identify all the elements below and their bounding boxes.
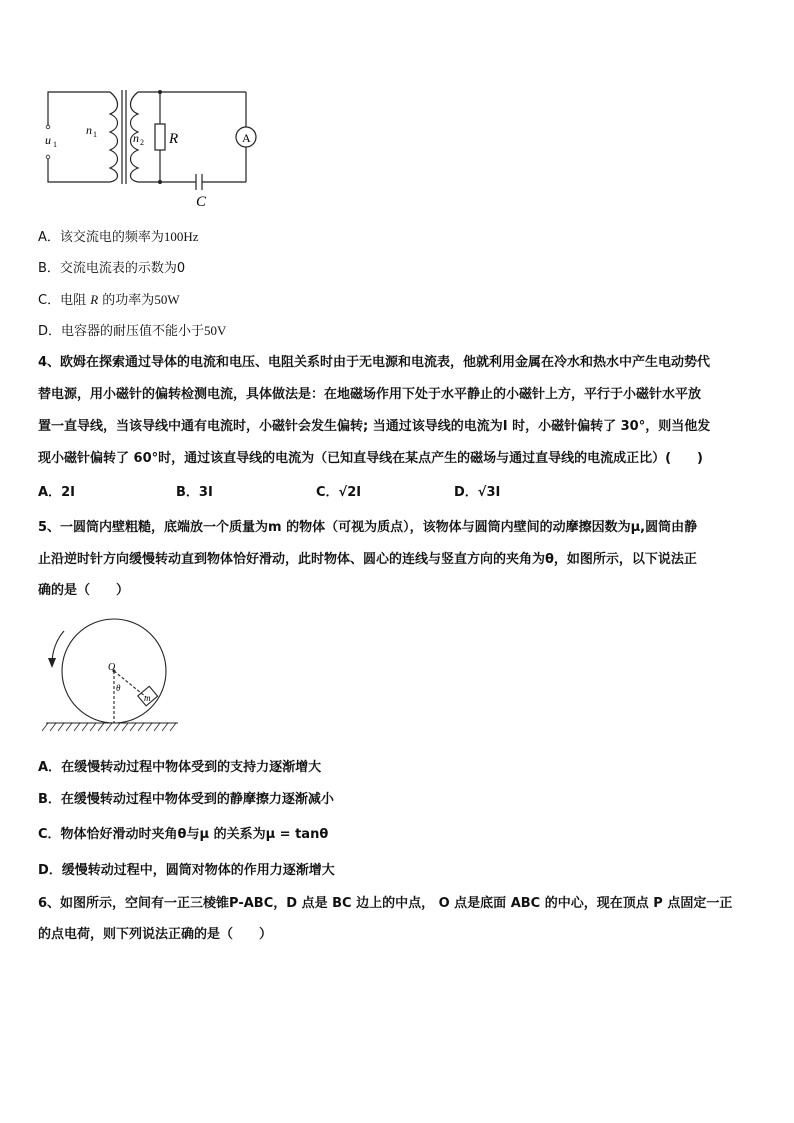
option-letter: B． [38,792,61,807]
option-letter: D． [454,485,478,500]
q4-stem-line-4: 现小磁针偏转了 60°时，通过该直导线的电流为（已知直导线在某点产生的磁场与通过直导线的电流成正比）( ) [38,451,704,466]
option-letter: D． [38,863,62,878]
q6-stem-line-2: 的点电荷，则下列说法正确的是（ ） [38,927,273,942]
q4-stem-line-3: 置一直导线，当该导线中通有电流时，小磁针会发生偏转; 当通过该导线的电流为I 时，小磁针偏转了 30°，则当他发 [38,419,711,434]
option-text: √2I [338,485,362,500]
n2-subscript: 2 [140,138,144,147]
q3-option-a[interactable] [38,228,199,247]
transformer-circuit-diagram [38,82,268,212]
option-letter: A． [38,760,62,775]
q4-option-c[interactable] [316,484,361,502]
rotating-cylinder-figure [38,618,188,736]
q4-option-d[interactable] [454,484,500,502]
q4-stem-line-1: 4、欧姆在探索通过导体的电流和电压、电阻关系时由于无电源和电流表，他就利用金属在冷水和热水中产生电动势代 [38,355,711,370]
option-text: 在缓慢转动过程中物体受到的支持力逐渐增大 [61,760,322,775]
option-letter: B． [176,485,199,500]
option-value: 50W [154,292,180,307]
u1-subscript: 1 [53,140,57,149]
q5-stem-line-2: 止沿逆时针方向缓慢转动直到物体恰好滑动，此时物体、圆心的连线与竖直方向的夹角为θ，如图所示，以下说法正 [38,552,697,567]
resistor-label: R [169,131,179,147]
q4-stem-line-2: 替电源，用小磁针的偏转检测电流，具体做法是：在地磁场作用下处于水平静止的小磁针上方，平行于小磁针水平放 [38,387,702,402]
option-text: 缓慢转动过程中，圆筒对物体的作用力逐渐增大 [61,863,335,878]
option-text: 该交流电的频率为 [59,230,164,245]
option-text: 电容器的耐压值不能小于 [61,324,205,339]
q5-option-a[interactable] [38,759,321,777]
q3-option-d[interactable] [38,322,226,341]
q5-option-d[interactable] [38,862,335,880]
n1-label: n [86,123,92,137]
q6-stem-line-1: 6、如图所示，空间有一正三棱锥P-ABC，D 点是 BC 边上的中点， O 点是底面 ABC 的中心，现在顶点 P 点固定一正 [38,896,733,911]
option-variable: R [90,292,99,307]
option-text: 物体恰好滑动时夹角θ与μ 的关系为μ = tanθ [60,827,329,842]
option-text: √3I [477,485,501,500]
q5-option-b[interactable] [38,791,334,809]
option-letter: C． [38,827,61,842]
option-value: 50V [204,323,227,338]
option-letter: C． [38,293,61,308]
option-letter: D． [38,324,62,339]
option-letter: A． [38,485,62,500]
option-text: 电阻 [60,293,91,308]
q4-option-a[interactable] [38,484,75,502]
option-text: 的功率为 [98,293,155,308]
option-letter: C． [316,485,339,500]
q3-option-b[interactable] [38,260,185,278]
ammeter-label: A [242,131,251,145]
q5-stem-line-3: 确的是（ ） [38,583,130,598]
mass-m-label: m [144,693,151,703]
q3-option-c[interactable] [38,291,180,310]
option-text: 在缓慢转动过程中物体受到的静摩擦力逐渐减小 [60,792,334,807]
option-text: 交流电流表的示数为0 [59,261,186,276]
center-o-label: O [108,662,116,673]
n1-subscript: 1 [93,130,97,139]
q5-stem-line-1: 5、一圆筒内壁粗糙，底端放一个质量为m 的物体（可视为质点），该物体与圆筒内壁间的动摩擦因数为μ,圆筒由静 [38,520,698,535]
capacitor-label: C [196,194,207,210]
option-letter: B． [38,261,60,276]
option-value: 100Hz [163,229,199,244]
q4-option-b[interactable] [176,484,213,502]
n2-label: n [133,131,139,145]
u1-label: u [45,133,51,147]
option-text: 2I [61,485,75,500]
option-text: 3I [198,485,213,500]
theta-label: θ [116,683,121,693]
q5-option-c[interactable] [38,826,328,844]
option-letter: A． [38,230,60,245]
